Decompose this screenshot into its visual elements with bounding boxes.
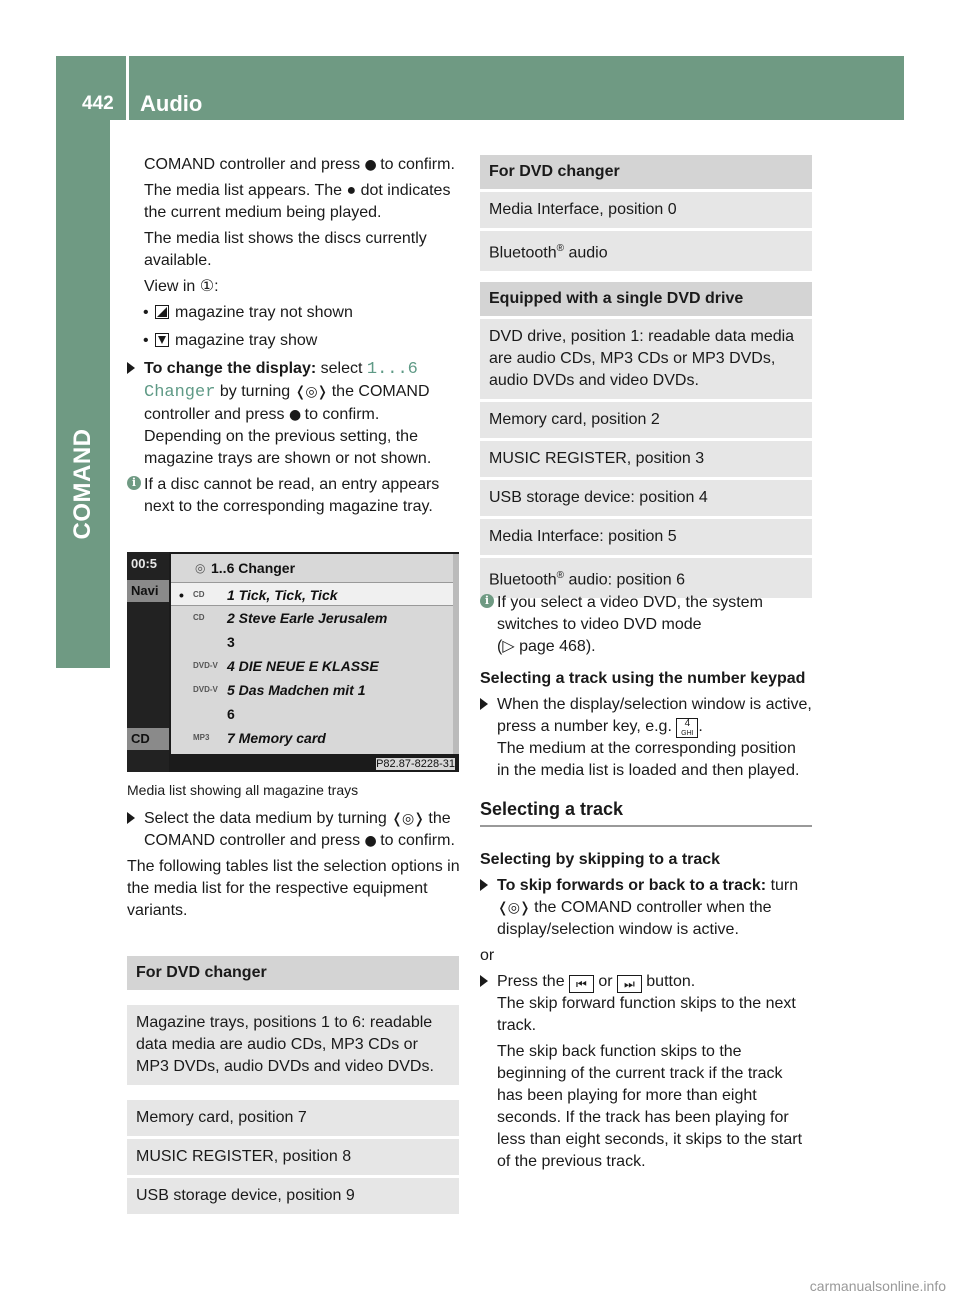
left-column [127,154,460,522]
turn-controller-icon: ❬◎❭ [497,900,530,916]
table-row: USB storage device, position 9 [127,1178,459,1214]
table-row: MUSIC REGISTER, position 8 [127,1139,459,1175]
scrollbar [453,554,459,754]
list-title: ◎ 1..6 Changer [171,556,453,580]
press-controller-icon: ● [364,157,376,173]
table-row: Bluetooth® audio [480,231,812,271]
page-number: 442 [82,93,114,114]
skip-forward-icon: ⏭ [617,975,642,993]
table-row: Bluetooth® audio: position 6 [480,558,812,598]
step-select-medium: Select the data medium by turning ❬◎❭ the COMAND controller and press ● to confirm. [127,808,460,852]
table-row: Media Interface, position 0 [480,192,812,228]
press-controller-icon: ● [288,407,301,423]
heading-selecting-track: Selecting a track [480,798,812,827]
table-row: Memory card, position 7 [127,1100,459,1136]
arrow-right-icon [480,975,488,987]
table-row: USB storage device: position 4 [480,480,812,516]
subheading-number-keypad: Selecting a track using the number keypad [480,670,806,687]
list-item: 3 [227,634,235,650]
list-item: MP3 7 Memory card [193,730,326,746]
table-dvd-changer-right [480,155,812,271]
marker-1: ① [199,278,215,295]
section-title: Audio [140,91,203,116]
paragraph-confirm: COMAND controller and press ● to confirm. [144,156,455,173]
paragraph-discs: The media list shows the discs currently available. [144,230,427,269]
step-press-skip: Press the ⏮ or ⏭ button. The skip forward function skips to the next track. The skip back function skips to the beginning of the current track if the track has been playing for more than eight seconds. If the track has been playing for less than eight seconds, it skips to the start of the previous track. [480,971,812,1173]
bullet-tray-show: • magazine tray show [143,332,318,349]
side-tab-label: COMAND [69,428,96,540]
info-icon: i [480,594,494,608]
table-header: For DVD changer [480,155,812,189]
arrow-right-icon [127,812,135,824]
turn-controller-icon: ❬◎❭ [294,384,328,400]
paragraph-tables-intro: The following tables list the selection options in the media list for the respective equipment variants. [127,858,460,919]
header-divider [126,56,129,120]
table-dvd-changer-left [127,956,459,1214]
menu-item-changer: Changer [144,383,216,402]
number-key-4-icon: 4 GHI [676,718,698,738]
step-number-key: When the display/selection window is active, press a number key, e.g. 4 GHI . The medium at the corresponding position in the media list is loaded and then played. [480,694,812,782]
step-skip: To skip forwards or back to a track: turn ❬◎❭ the COMAND controller when the display/selection window is active. [480,875,812,941]
cd-label: CD [127,728,169,750]
step-change-display: To change the display: select 1...6 Changer by turning ❬◎❭ the COMAND controller and press ● to confirm. Depending on the previous setting, the magazine trays are shown or not shown. [127,358,460,470]
list-item: DVD-V 5 Das Madchen mit 1 [193,682,366,698]
arrow-right-icon [480,879,488,891]
table-single-dvd-drive [480,282,812,598]
arrow-right-icon [127,362,135,374]
disc-icon: ◎ [195,561,206,575]
image-code: P82.87-8228-31 [376,758,455,770]
list-item: DVD-V 4 DIE NEUE E KLASSE [193,658,379,674]
paragraph-view: View in ①: [144,278,219,295]
table-row: Memory card, position 2 [480,402,812,438]
table-row: Media Interface: position 5 [480,519,812,555]
right-column [480,588,812,1175]
info-icon: i [127,476,141,490]
list-item: CD 2 Steve Earle Jerusalem [193,610,388,626]
side-tab [56,120,110,668]
figure-caption: Media list showing all magazine trays [127,782,359,798]
menu-item-1-6: 1...6 [366,360,418,379]
tray-hidden-icon [155,305,169,319]
left-column-lower [127,808,460,922]
or-text: or [480,947,495,964]
arrow-right-icon [480,698,488,710]
paragraph-media-list: The media list appears. The ● dot indicates the current medium being played. [144,182,451,221]
turn-controller-icon: ❬◎❭ [391,811,424,827]
dot-icon: ● [346,182,357,199]
skip-back-icon: ⏮ [569,975,594,993]
info-disc-unreadable: i If a disc cannot be read, an entry appears next to the corresponding magazine tray. [127,474,460,518]
clock-label: 00:5 [131,556,158,571]
list-item: 6 [227,706,235,722]
media-list [171,554,453,754]
press-controller-icon: ● [364,833,376,849]
subheading-skipping: Selecting by skipping to a track [480,851,721,868]
navi-label: Navi [127,580,169,602]
bullet-tray-not-shown: • magazine tray not shown [143,304,353,321]
table-row: DVD drive, position 1: readable data media are audio CDs, MP3 CDs or MP3 DVDs, audio DVDs and video DVDs. [480,319,812,399]
info-video-dvd: i If you select a video DVD, the system switches to video DVD mode (▷ page 468). [480,592,812,658]
table-row: Magazine trays, positions 1 to 6: readable data media are audio CDs, MP3 CDs or MP3 DVDs, audio DVDs and video DVDs. [127,1005,459,1085]
table-row: MUSIC REGISTER, position 3 [480,441,812,477]
table-header: Equipped with a single DVD drive [480,282,812,316]
list-item: • CD 1 Tick, Tick, Tick [171,582,453,606]
footer-watermark: carmanualsonline.info [809,1278,946,1294]
table-header: For DVD changer [127,956,459,990]
selected-dot-icon: • [179,587,184,603]
tray-shown-icon [155,333,169,347]
media-list-screenshot [127,552,459,772]
